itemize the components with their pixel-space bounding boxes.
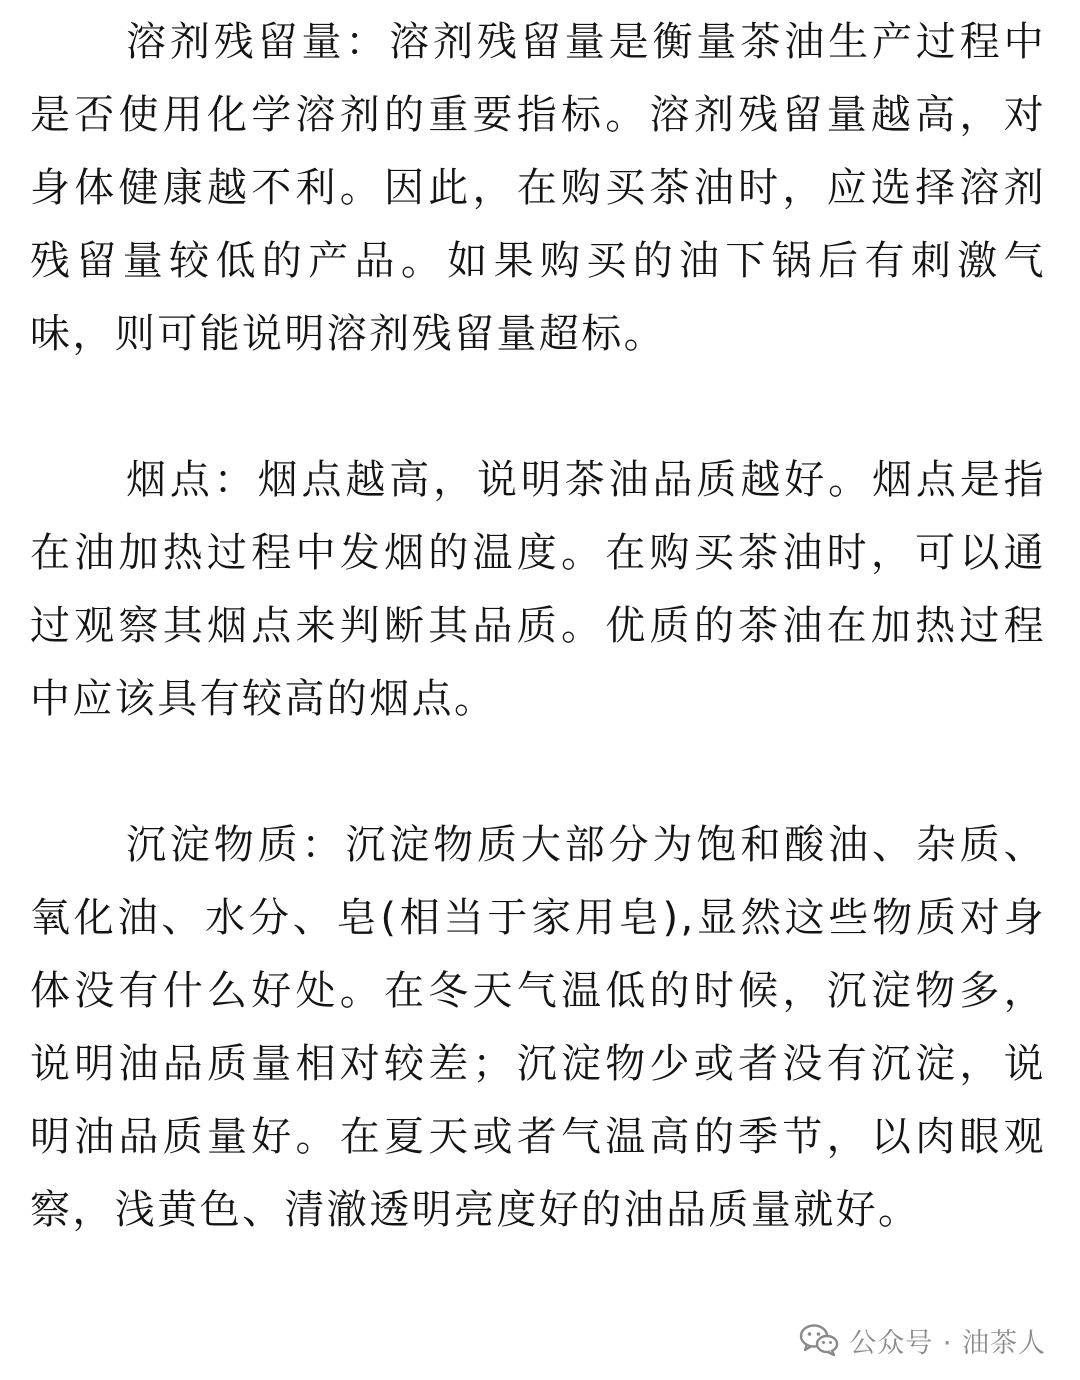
article-body — [30, 6, 1046, 1247]
watermark-text: 公众号 · 油茶人 — [849, 1327, 1046, 1359]
paragraph-sediment: 沉淀物质：沉淀物质大部分为饱和酸油、杂质、氧化油、水分、皂(相当于家用皂),显然这些物质对身体没有什么好处。在冬天气温低的时候，沉淀物多，说明油品质量相对较差；沉淀物少或者没有沉淀，说明油品质量好。在夏天或者气温高的季节，以肉眼观察，浅黄色、清澈透明亮度好的油品质量就好。 — [30, 822, 1046, 1233]
paragraph-smoke-point: 烟点：烟点越高，说明茶油品质越好。烟点是指在油加热过程中发烟的温度。在购买茶油时，可以通过观察其烟点来判断其品质。优质的茶油在加热过程中应该具有较高的烟点。 — [30, 457, 1046, 722]
account-watermark — [799, 1320, 1046, 1360]
paragraph-solvent-residue: 溶剂残留量：溶剂残留量是衡量茶油生产过程中是否使用化学溶剂的重要指标。溶剂残留量越高，对身体健康越不利。因此，在购买茶油时，应选择溶剂残留量较低的产品。如果购买的油下锅后有刺激气味，则可能说明溶剂残留量超标。 — [30, 19, 1046, 357]
wechat-icon — [799, 1323, 839, 1357]
